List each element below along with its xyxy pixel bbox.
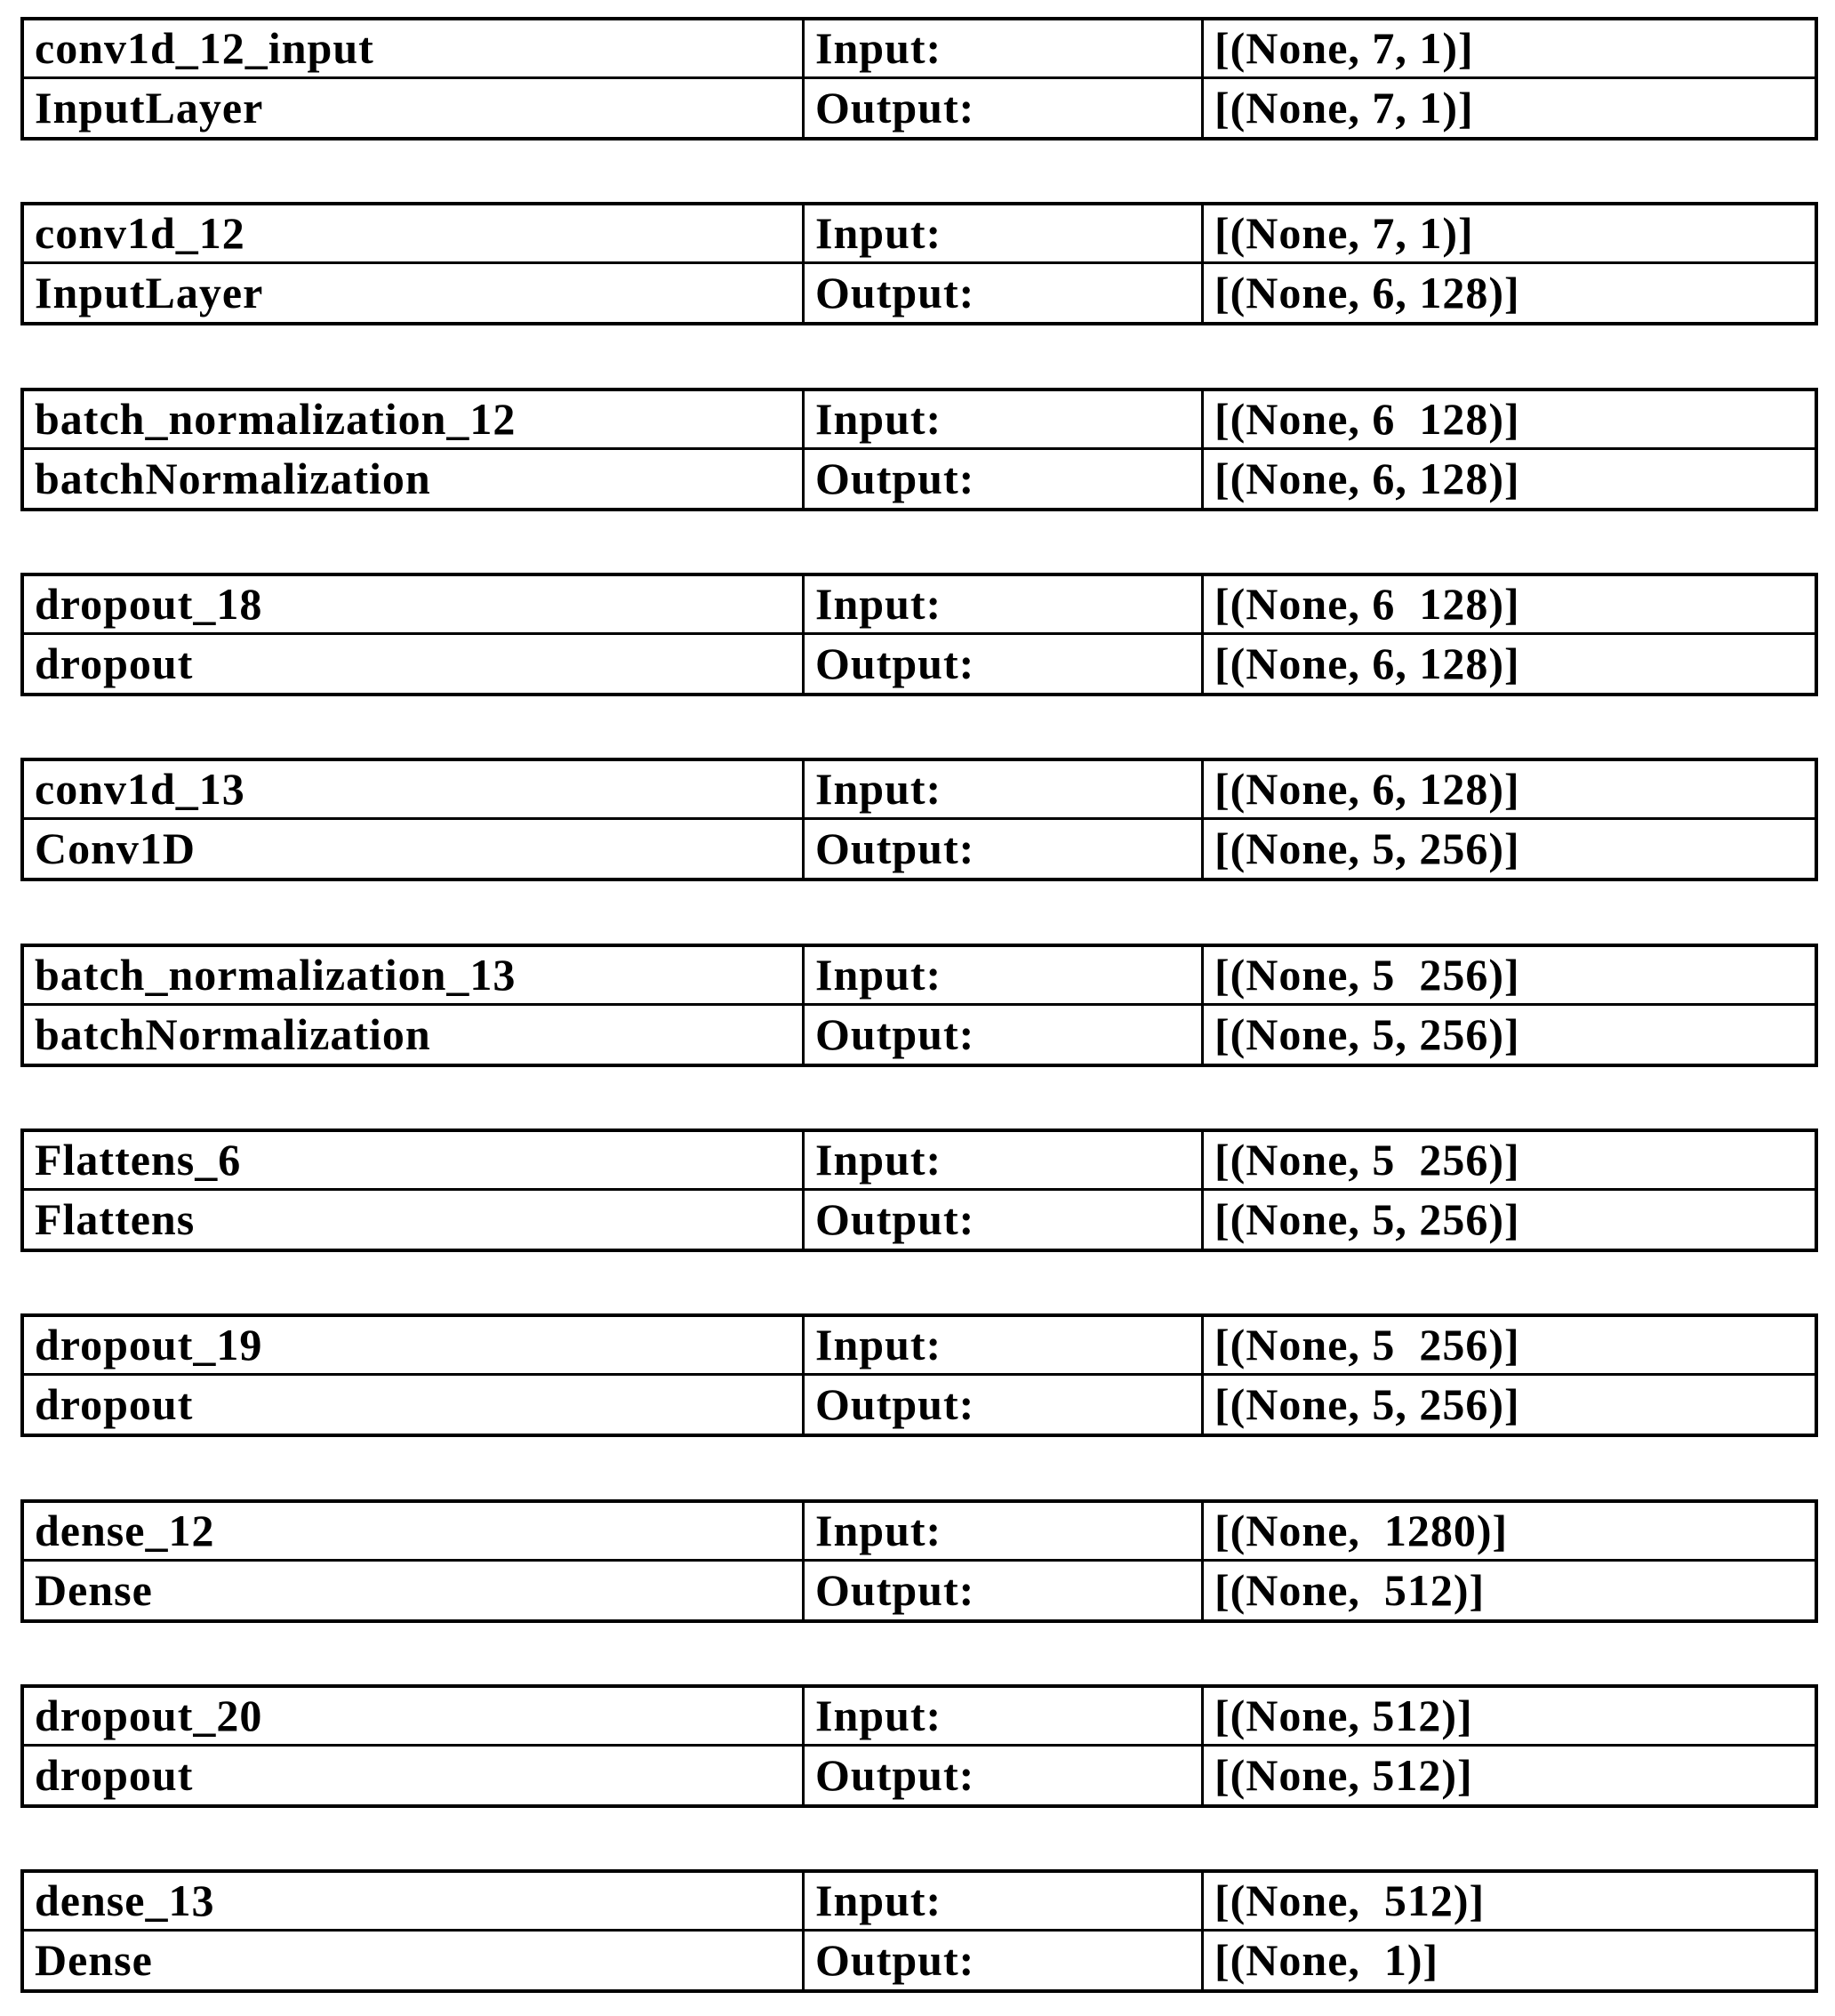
output-shape: [(None, 7, 1)] xyxy=(1201,79,1815,138)
output-shape: [(None, 5, 256)] xyxy=(1201,1191,1815,1249)
input-label: Input: xyxy=(802,1317,1201,1376)
layer-type: Dense xyxy=(35,1565,153,1616)
layer-type: Dense xyxy=(35,1935,153,1986)
input-label: Input: xyxy=(802,205,1201,264)
layer-name: conv1d_13 xyxy=(24,761,802,820)
input-shape: [(None, 512)] xyxy=(1201,1873,1815,1932)
layer-type: InputLayer xyxy=(35,268,264,318)
output-shape: [(None, 5, 256)] xyxy=(1201,1006,1815,1064)
layer-type: Conv1D xyxy=(35,823,196,874)
output-shape: [(None, 512)] xyxy=(1201,1747,1815,1805)
input-label: Input: xyxy=(802,1503,1201,1562)
layer-name: dropout_18 xyxy=(24,576,802,635)
output-label: Output: xyxy=(802,1191,1201,1249)
output-shape: [(None, 6, 128)] xyxy=(1201,450,1815,509)
output-label: Output: xyxy=(802,1562,1201,1620)
output-label: Output: xyxy=(802,1006,1201,1064)
layer-name: Flattens_6 xyxy=(24,1132,802,1191)
output-shape: [(None, 512)] xyxy=(1201,1562,1815,1620)
input-label: Input: xyxy=(802,1132,1201,1191)
input-label: Input: xyxy=(802,761,1201,820)
input-shape: [(None, 7, 1)] xyxy=(1201,20,1815,79)
layer-name: dense_13 xyxy=(24,1873,802,1932)
layer-type: InputLayer xyxy=(35,83,264,133)
layer-type: batchNormalization xyxy=(35,454,431,504)
layer-name: batch_normalization_12 xyxy=(24,391,802,450)
layer-block-dropout-19 xyxy=(20,1313,1818,1437)
input-label: Input: xyxy=(802,576,1201,635)
output-shape: [(None, 5, 256)] xyxy=(1201,820,1815,879)
layer-name: conv1d_12_input xyxy=(24,20,802,79)
output-shape: [(None, 6, 128)] xyxy=(1201,264,1815,323)
input-shape: [(None, 6 128)] xyxy=(1201,391,1815,450)
layer-name: dense_12 xyxy=(24,1503,802,1562)
layer-type: dropout xyxy=(35,1750,194,1801)
input-shape: [(None, 7, 1)] xyxy=(1201,205,1815,264)
output-label: Output: xyxy=(802,1747,1201,1805)
layer-name: conv1d_12 xyxy=(24,205,802,264)
input-shape: [(None, 6, 128)] xyxy=(1201,761,1815,820)
input-label: Input: xyxy=(802,1873,1201,1932)
layer-type: Flattens xyxy=(35,1194,196,1245)
layer-block-dense-13 xyxy=(20,1869,1818,1993)
layer-block-conv1d-13 xyxy=(20,758,1818,881)
layer-block-flattens-6 xyxy=(20,1128,1818,1252)
layer-type: dropout xyxy=(35,639,194,689)
layer-name: batch_normalization_13 xyxy=(24,947,802,1006)
layer-type: batchNormalization xyxy=(35,1009,431,1060)
input-shape: [(None, 5 256)] xyxy=(1201,947,1815,1006)
output-shape: [(None, 1)] xyxy=(1201,1932,1815,1990)
output-shape: [(None, 6, 128)] xyxy=(1201,635,1815,694)
output-label: Output: xyxy=(802,79,1201,138)
output-label: Output: xyxy=(802,264,1201,323)
output-label: Output: xyxy=(802,820,1201,879)
layer-name: dropout_20 xyxy=(24,1688,802,1747)
input-label: Input: xyxy=(802,1688,1201,1747)
input-shape: [(None, 5 256)] xyxy=(1201,1132,1815,1191)
input-label: Input: xyxy=(802,20,1201,79)
layer-block-batch-normalization-12 xyxy=(20,388,1818,511)
layer-block-batch-normalization-13 xyxy=(20,944,1818,1067)
layer-block-conv1d-12-input xyxy=(20,17,1818,141)
output-label: Output: xyxy=(802,635,1201,694)
layer-block-dropout-18 xyxy=(20,573,1818,696)
input-shape: [(None, 6 128)] xyxy=(1201,576,1815,635)
layer-type: dropout xyxy=(35,1379,194,1430)
output-label: Output: xyxy=(802,450,1201,509)
input-shape: [(None, 5 256)] xyxy=(1201,1317,1815,1376)
output-label: Output: xyxy=(802,1376,1201,1434)
output-shape: [(None, 5, 256)] xyxy=(1201,1376,1815,1434)
input-label: Input: xyxy=(802,391,1201,450)
input-shape: [(None, 512)] xyxy=(1201,1688,1815,1747)
layer-block-dense-12 xyxy=(20,1499,1818,1623)
layer-name: dropout_19 xyxy=(24,1317,802,1376)
layer-block-dropout-20 xyxy=(20,1684,1818,1808)
input-shape: [(None, 1280)] xyxy=(1201,1503,1815,1562)
input-label: Input: xyxy=(802,947,1201,1006)
layer-block-conv1d-12 xyxy=(20,202,1818,325)
output-label: Output: xyxy=(802,1932,1201,1990)
